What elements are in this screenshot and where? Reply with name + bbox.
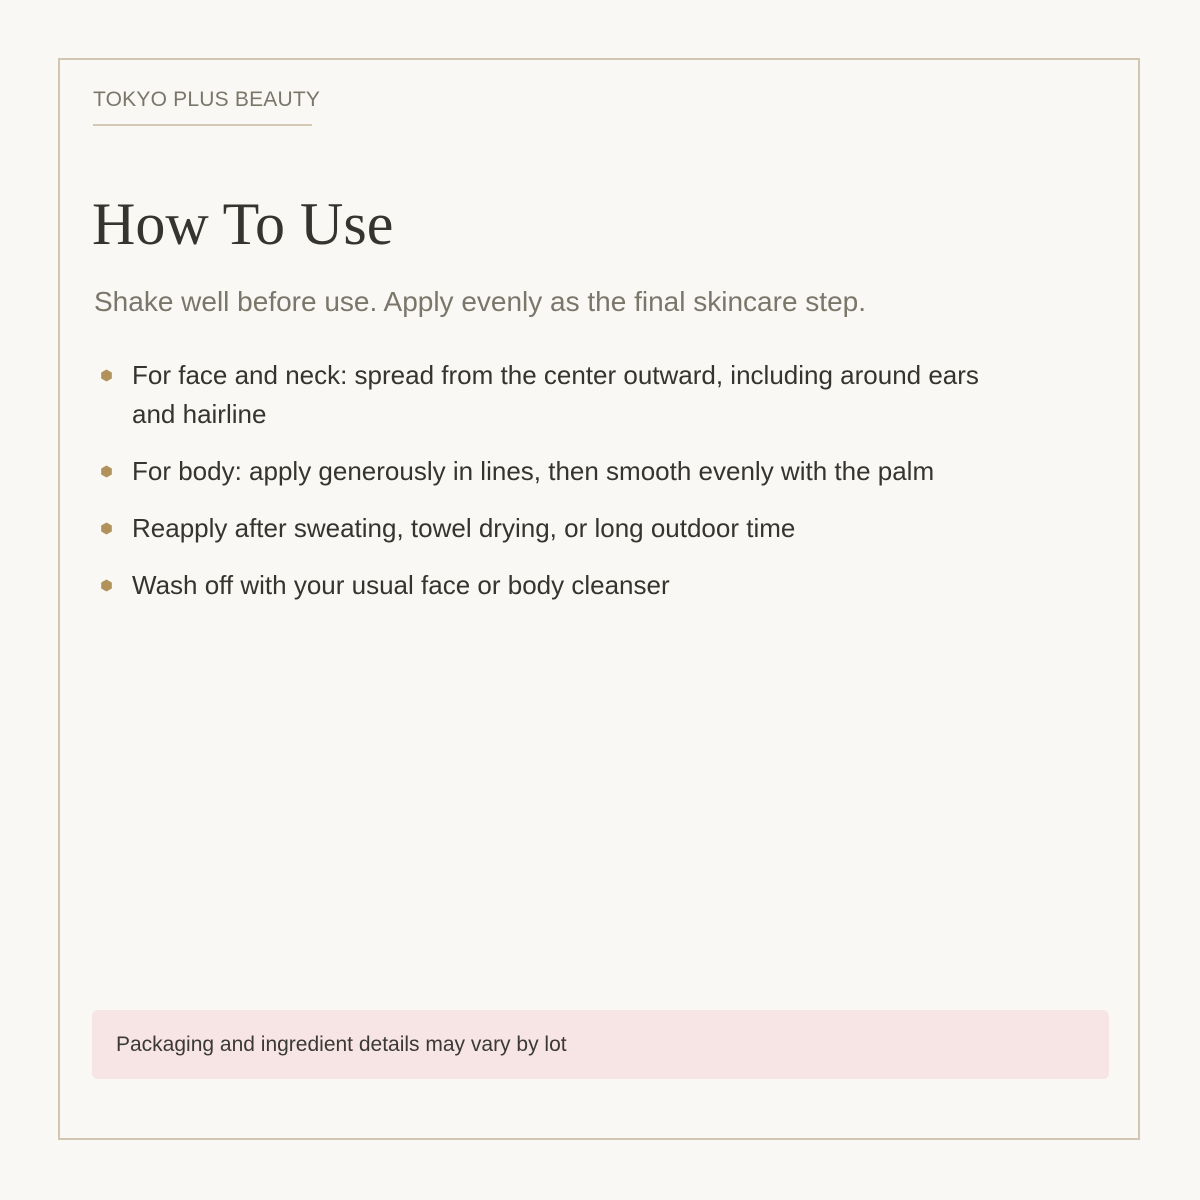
step-text: Wash off with your usual face or body cleanser bbox=[132, 570, 670, 600]
list-item bbox=[98, 509, 1018, 548]
brand-name: TOKYO PLUS BEAUTY bbox=[93, 88, 321, 111]
list-item bbox=[98, 356, 1018, 434]
brand-divider bbox=[93, 124, 312, 126]
step-text: Reapply after sweating, towel drying, or long outdoor time bbox=[132, 513, 796, 543]
step-text: For body: apply generously in lines, then smooth evenly with the palm bbox=[132, 456, 935, 486]
list-item bbox=[98, 566, 1018, 605]
notice-text: Packaging and ingredient details may vary by lot bbox=[116, 1032, 567, 1056]
lot-variation-notice bbox=[92, 1010, 1109, 1079]
bullet-dot-icon bbox=[100, 369, 113, 382]
bullet-dot-icon bbox=[100, 579, 113, 592]
page-title: How To Use bbox=[92, 191, 394, 257]
card-frame bbox=[58, 58, 1140, 1140]
bullet-dot-icon bbox=[100, 522, 113, 535]
bullet-dot-icon bbox=[100, 465, 113, 478]
list-item bbox=[98, 452, 1018, 491]
page-subtitle: Shake well before use. Apply evenly as the final skincare step. bbox=[94, 286, 866, 317]
usage-steps-list bbox=[98, 356, 1018, 623]
step-text: For face and neck: spread from the center outward, including around ears and hairline bbox=[132, 360, 979, 429]
